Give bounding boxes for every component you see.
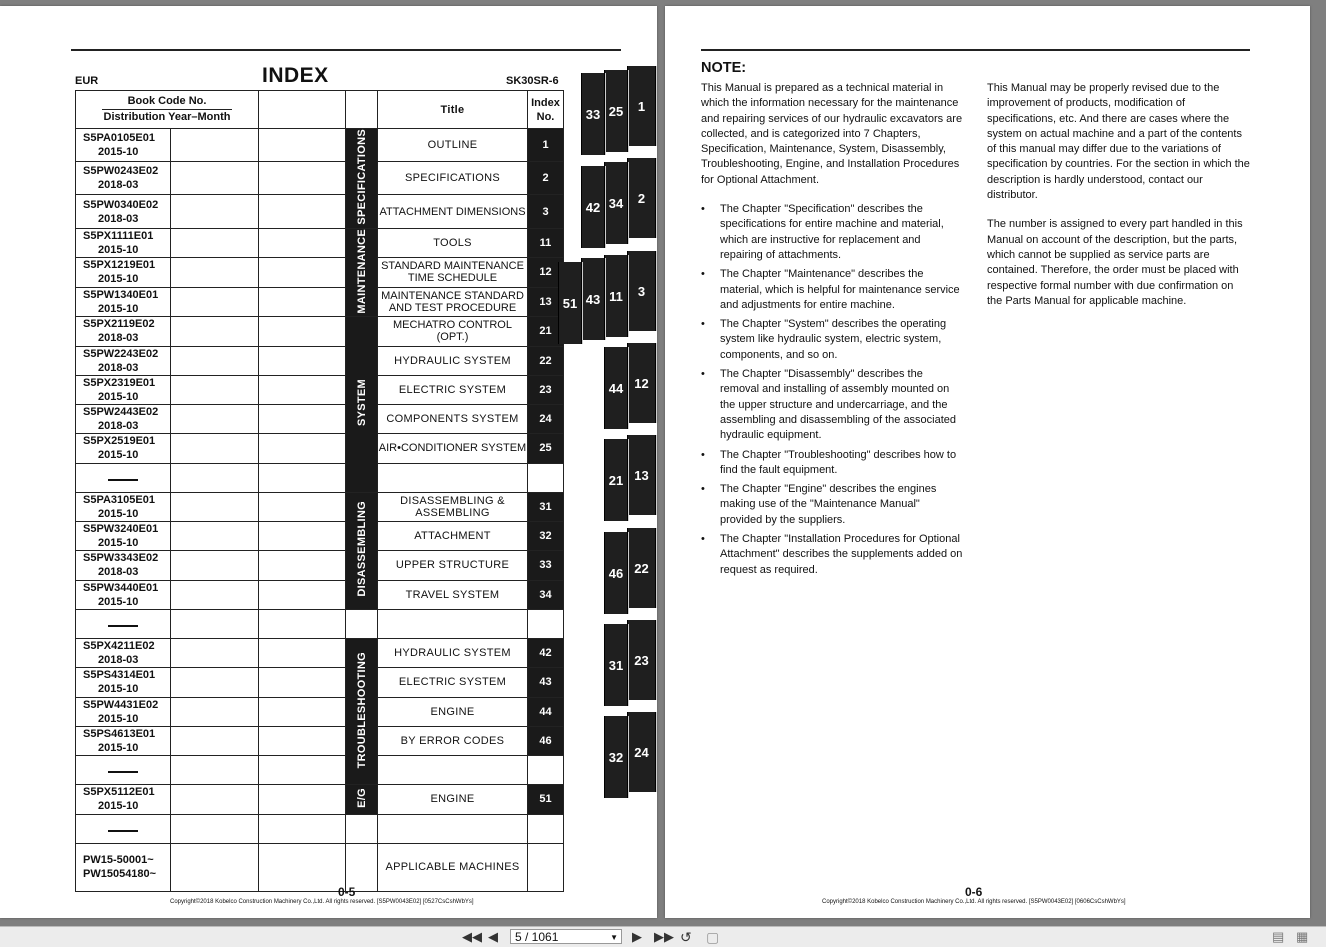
index-row[interactable]: S5PS4314E01 2015-10 ELECTRIC SYSTEM 43 — [76, 668, 564, 697]
index-row-empty — [76, 814, 564, 843]
list-item: • The Chapter "Troubleshooting" describes how to find the fault equipment. — [701, 448, 963, 479]
index-row[interactable]: S5PW2243E02 2018-03 HYDRAULIC SYSTEM 22 — [76, 346, 564, 375]
index-row-empty — [76, 756, 564, 785]
index-row-applicable[interactable]: PW15-50001~ PW15054180~ APPLICABLE MACHINES — [76, 843, 564, 891]
index-row[interactable]: S5PW2443E02 2018-03 COMPONENTS SYSTEM 24 — [76, 405, 564, 434]
index-row-empty — [76, 463, 564, 492]
note-column-2 — [987, 81, 1251, 323]
tab-42[interactable]: 42 — [581, 166, 605, 248]
index-row[interactable]: S5PX2519E01 2015-10 AIR•CONDITIONER SYSTEM 25 — [76, 434, 564, 463]
blank-header — [259, 91, 346, 129]
section-specifications: SPECIFICATIONS — [346, 129, 378, 229]
tab-12[interactable]: 12 — [627, 343, 656, 423]
right-page — [665, 6, 1310, 918]
copyright: Copyright©2018 Kobelco Construction Machinery Co.,Ltd. All rights reserved. [S5PW0043E02] [0606CsCshWbYs] — [822, 899, 1126, 905]
page-number: 0-5 — [338, 885, 356, 899]
index-row[interactable]: S5PX2319E01 2015-10 ELECTRIC SYSTEM 23 — [76, 375, 564, 404]
prev-page-icon[interactable]: ◀ — [488, 929, 498, 944]
index-row[interactable]: S5PX1219E01 2015-10 STANDARD MAINTENANCE TIME SCHEDULE 12 — [76, 258, 564, 288]
index-row[interactable]: S5PX1111E01 2015-10 MAINTENANCE TOOLS 11 — [76, 228, 564, 258]
tab-1[interactable]: 1 — [627, 66, 656, 146]
tab-22[interactable]: 22 — [627, 528, 656, 608]
tab-25[interactable]: 25 — [604, 70, 628, 152]
chevron-down-icon[interactable]: ▼ — [610, 933, 618, 942]
index-row[interactable]: S5PW3440E01 2015-10 TRAVEL SYSTEM 34 — [76, 580, 564, 609]
index-row[interactable]: S5PA3105E01 2015-10 DISASSEMBLING DISASSEMBLING & ASSEMBLING 31 — [76, 492, 564, 521]
copyright: Copyright©2018 Kobelco Construction Machinery Co.,Ltd. All rights reserved. [S5PW0043E02] [0527CsCshWbYs] — [170, 899, 474, 905]
fit-icon[interactable]: ▢ — [706, 929, 720, 945]
parts-paragraph: The number is assigned to every part handled in this Manual on account of the description, but the parts, which cannot be supplied as service parts are contained. Therefore, the order must be placed with respective formal number with due confirmation on the Parts Manual for applicable machine. — [987, 218, 1243, 307]
index-row[interactable]: S5PW3240E01 2015-10 ATTACHMENT 32 — [76, 522, 564, 551]
index-row[interactable]: S5PA0105E01 2015-10 SPECIFICATIONS OUTLINE 1 — [76, 129, 564, 162]
list-item: • The Chapter "Disassembly" describes the removal and installing of assembly mounted on the upper structure and undercarriage, and the assembling and disassembling of the associated hydraulic equipment. — [701, 367, 963, 443]
tab-13[interactable]: 13 — [627, 435, 656, 515]
tab-51[interactable]: 51 — [558, 262, 582, 344]
tab-34[interactable]: 34 — [604, 162, 628, 244]
tab-23[interactable]: 23 — [627, 620, 656, 700]
chapter-list — [701, 202, 963, 578]
tab-24[interactable]: 24 — [627, 712, 656, 792]
index-row[interactable]: S5PX4211E02 2018-03 TROUBLESHOOTING HYDRAULIC SYSTEM 42 — [76, 639, 564, 668]
first-page-icon[interactable]: ◀◀ — [462, 929, 482, 944]
tab-44[interactable]: 44 — [604, 347, 628, 429]
section-header — [346, 91, 378, 129]
index-row[interactable]: S5PW0340E02 2018-03 ATTACHMENT DIMENSIONS 3 — [76, 195, 564, 228]
model-label: SK30SR-6 — [506, 75, 559, 87]
last-page-icon[interactable]: ▶▶ — [654, 929, 674, 944]
index-row[interactable]: S5PW4431E02 2015-10 ENGINE 44 — [76, 697, 564, 726]
tab-21[interactable]: 21 — [604, 439, 628, 521]
note-heading: NOTE: — [701, 60, 747, 76]
list-item: • The Chapter "System" describes the operating system like hydraulic system, electric system, components, and so on. — [701, 317, 963, 363]
tab-11[interactable]: 11 — [604, 255, 628, 337]
top-rule — [701, 49, 1250, 51]
revision-paragraph: This Manual may be properly revised due to the improvement of products, modification of specifications, etc. And there are cases where the system on actual machine and a part of the contents of this manual may differ due to the variations of specification by countries. For the section in which the description is hardly understood, contact our distributor. — [987, 82, 1250, 202]
index-row[interactable]: S5PX5112E01 2015-10 E/G ENGINE 51 — [76, 785, 564, 814]
list-item: • The Chapter "Maintenance" describes the material, which is helpful for maintenance service and adjustments for entire machine. — [701, 267, 963, 313]
index-row[interactable]: S5PX2119E02 2018-03 SYSTEM MECHATRO CONTROL (OPT.) 21 — [76, 317, 564, 346]
region-label: EUR — [75, 75, 99, 87]
page-title: INDEX — [262, 64, 329, 87]
index-row[interactable]: S5PW3343E02 2018-03 UPPER STRUCTURE 33 — [76, 551, 564, 580]
list-item: • The Chapter "Specification" describes the specifications for entire machine and material, which are instructive for replacement and repairing of attachments. — [701, 202, 963, 263]
tab-43[interactable]: 43 — [581, 258, 605, 340]
rotate-icon[interactable]: ↺ — [680, 929, 692, 945]
note-column-1 — [701, 81, 963, 582]
section-disassembling: DISASSEMBLING — [346, 492, 378, 609]
page-number: 0-6 — [965, 885, 983, 899]
index-row[interactable]: S5PS4613E01 2015-10 BY ERROR CODES 46 — [76, 726, 564, 755]
tab-2[interactable]: 2 — [627, 158, 656, 238]
index-table — [75, 90, 564, 892]
section-maintenance: MAINTENANCE — [346, 228, 378, 317]
section-system: SYSTEM — [346, 317, 378, 493]
viewer-toolbar — [0, 926, 1326, 947]
two-page-icon[interactable]: ▦ — [1296, 929, 1309, 944]
list-item: • The Chapter "Installation Procedures for Optional Attachment" describes the supplements added on request as required. — [701, 532, 963, 578]
index-header: Index No. — [528, 91, 564, 129]
index-row[interactable]: S5PW1340E01 2015-10 MAINTENANCE STANDARD AND TEST PROCEDURE 13 — [76, 287, 564, 317]
title-header: Title — [378, 91, 528, 129]
tab-46[interactable]: 46 — [604, 532, 628, 614]
section-troubleshooting: TROUBLESHOOTING — [346, 639, 378, 785]
next-page-icon[interactable]: ▶ — [632, 929, 642, 944]
index-row-empty — [76, 609, 564, 638]
left-page — [0, 6, 657, 918]
page-number-input[interactable]: 5 / 1061 ▼ — [510, 929, 622, 944]
book-code-header: Book Code No. Distribution Year–Month — [76, 91, 259, 129]
top-rule — [71, 49, 621, 51]
tab-33[interactable]: 33 — [581, 73, 605, 155]
tab-32[interactable]: 32 — [604, 716, 628, 798]
index-row[interactable]: S5PW0243E02 2018-03 SPECIFICATIONS 2 — [76, 162, 564, 195]
note-intro: This Manual is prepared as a technical material in which the information necessary for the maintenance and repairing services of our hydraulic excavators are collected, and is categorized into 7 Chapters, Specification, Maintenance, System, Disassembly, Troubleshooting, Engine, and Installation Procedures for Optional Attachment. — [701, 82, 963, 186]
tab-31[interactable]: 31 — [604, 624, 628, 706]
single-page-icon[interactable]: ▤ — [1272, 929, 1285, 944]
tab-3[interactable]: 3 — [627, 251, 656, 331]
list-item: • The Chapter "Engine" describes the engines making use of the "Maintenance Manual" provided by the suppliers. — [701, 482, 963, 528]
section-engine: E/G — [346, 785, 378, 814]
